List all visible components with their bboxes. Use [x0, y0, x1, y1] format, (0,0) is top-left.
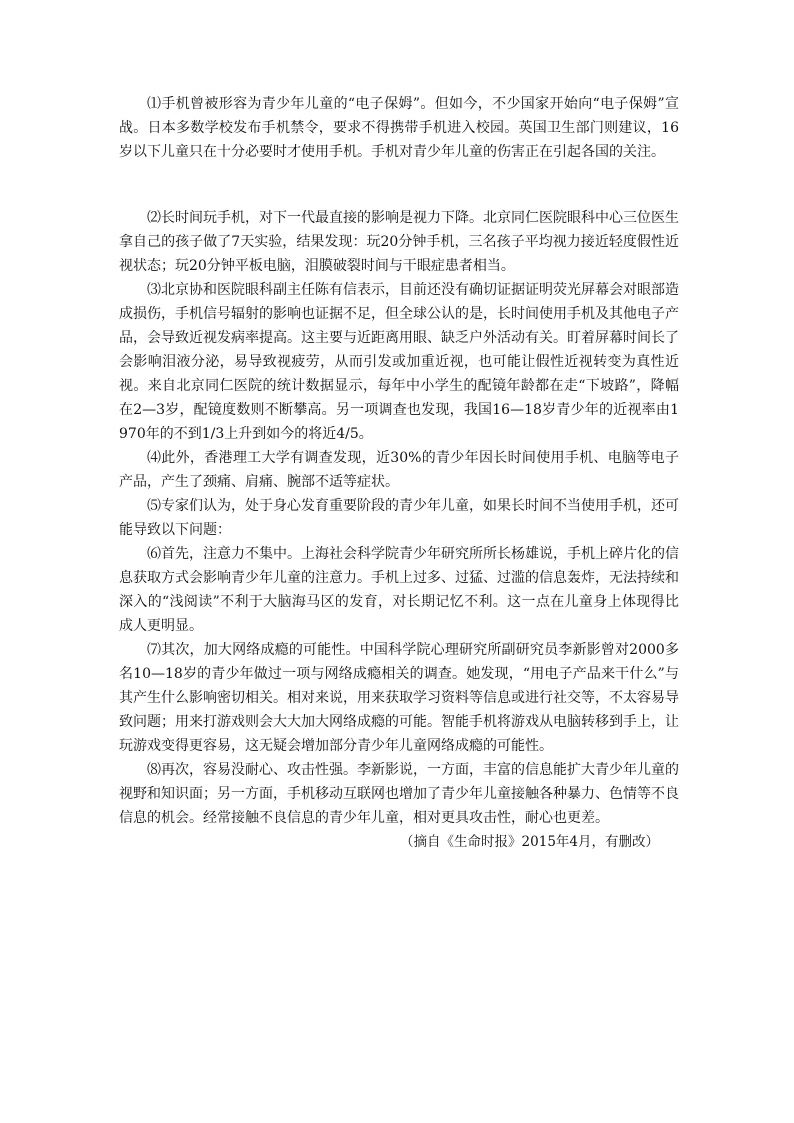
- paragraph-7: ⑺其次，加大网络成瘾的可能性。中国科学院心理研究所副研究员李新影曾对2000多名10—18岁的青少年做过一项与网络成瘾相关的调查。她发现，“用电子产品来干什么”与其产生什么影响密切相关。相对来说，用来获取学习资料等信息或进行社交等，不太容易导致问题；用来打游戏则会大大加大网络成瘾的可能。智能手机将游戏从电脑转移到手上，让玩游戏变得更容易，这无疑会增加部分青少年儿童网络成瘾的可能性。: [119, 642, 679, 754]
- paragraph-1: ⑴手机曾被形容为青少年儿童的“电子保姆”。但如今，不少国家开始向“电子保姆”宣战。日本多数学校发布手机禁令，要求不得携带手机进入校园。英国卫生部门则建议，16岁以下儿童只在十分必要时才使用手机。手机对青少年儿童的伤害正在引起各国的关注。: [119, 96, 679, 160]
- paragraph-4: ⑷此外，香港理工大学有调查发现，近30%的青少年因长时间使用手机、电脑等电子产品，产生了颈痛、肩痛、腕部不适等症状。: [119, 450, 679, 490]
- source-citation: （摘自《生命时报》2015年4月，有删改）: [400, 834, 659, 850]
- paragraph-8: ⑻再次，容易没耐心、攻击性强。李新影说，一方面，丰富的信息能扩大青少年儿童的视野和知识面；另一方面，手机移动互联网也增加了青少年儿童接触各种暴力、色情等不良信息的机会。经常接触不良信息的青少年儿童，相对更具攻击性，耐心也更差。: [119, 762, 679, 826]
- paragraph-gap: [119, 164, 679, 206]
- paragraph-3: ⑶北京协和医院眼科副主任陈有信表示，目前还没有确切证据证明荧光屏幕会对眼部造成损伤，手机信号辐射的影响也证据不足，但全球公认的是，长时间使用手机及其他电子产品，会导致近视发病率提高。这主要与近距离用眼、缺乏户外活动有关。盯着屏幕时间长了会影响泪液分泌，易导致视疲劳，从而引发或加重近视，也可能让假性近视转变为真性近视。来自北京同仁医院的统计数据显示，每年中小学生的配镜年龄都在走“下坡路”，降幅在2—3岁，配镜度数则不断攀高。另一项调查也发现，我国16—18岁青少年的近视率由1970年的不到1/3上升到如今的将近4/5。: [119, 282, 679, 442]
- paragraph-2: ⑵长时间玩手机，对下一代最直接的影响是视力下降。北京同仁医院眼科中心三位医生拿自己的孩子做了7天实验，结果发现：玩20分钟手机，三名孩子平均视力接近轻度假性近视状态；玩20分钟平板电脑，泪膜破裂时间与干眼症患者相当。: [119, 210, 679, 274]
- paragraph-5: ⑸专家们认为，处于身心发育重要阶段的青少年儿童，如果长时间不当使用手机，还可能导致以下问题：: [119, 498, 679, 538]
- paragraph-6: ⑹首先，注意力不集中。上海社会科学院青少年研究所所长杨雄说，手机上碎片化的信息获取方式会影响青少年儿童的注意力。手机上过多、过猛、过滥的信息轰炸，无法持续和深入的“浅阅读”不利于大脑海马区的发育，对长期记忆不利。这一点在儿童身上体现得比成人更明显。: [119, 546, 679, 634]
- article: [119, 92, 679, 854]
